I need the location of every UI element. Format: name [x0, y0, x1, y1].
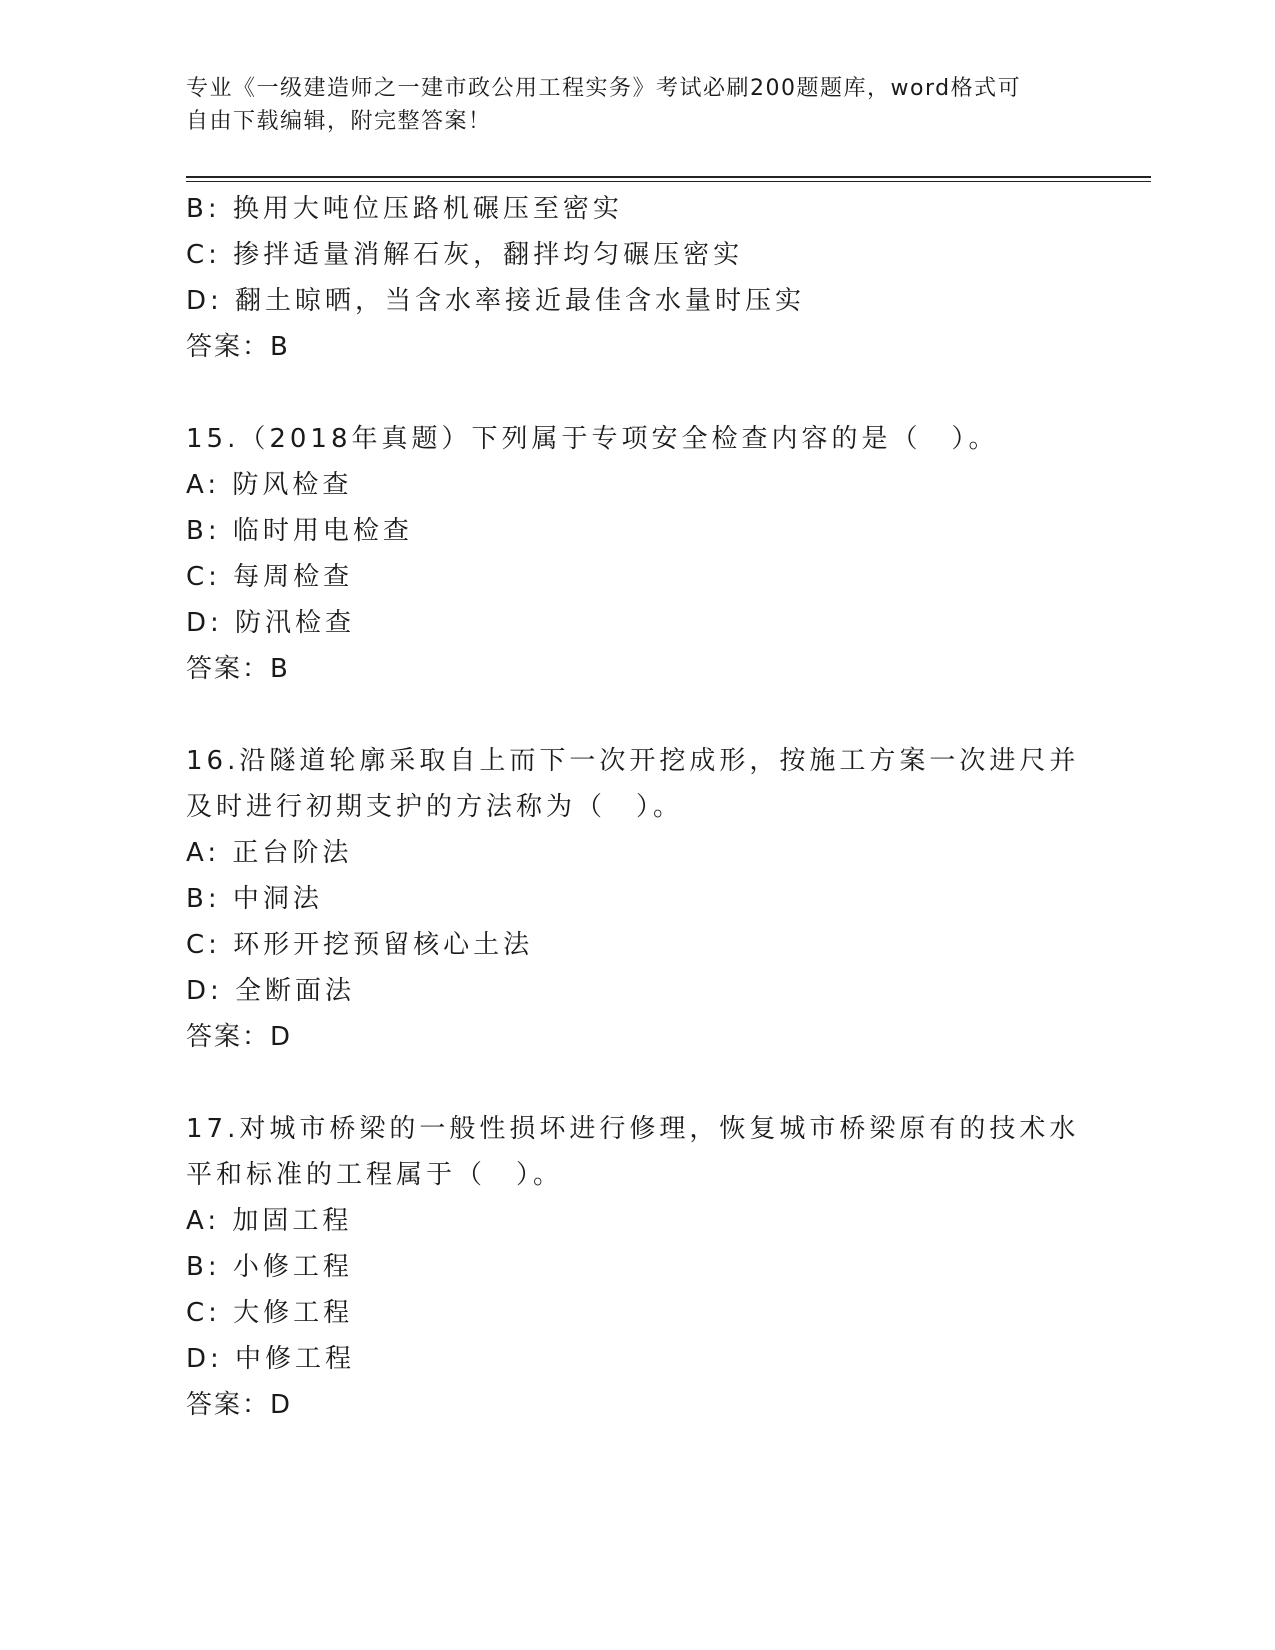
question-15 — [186, 416, 1086, 692]
option-c: C: 大修工程 — [186, 1298, 354, 1328]
option-d: D: 中修工程 — [186, 1344, 356, 1374]
answer: 答案：D — [186, 1390, 293, 1420]
option-d: D: 全断面法 — [186, 976, 356, 1006]
header-divider-thick — [186, 176, 1151, 178]
question-17 — [186, 1106, 1086, 1428]
header-line-1: 专业《一级建造师之一建市政公用工程实务》考试必刷200题题库，word格式可 — [186, 76, 1022, 101]
answer: 答案：B — [186, 654, 290, 684]
answer: 答案：B — [186, 332, 290, 362]
question-list — [186, 186, 1086, 1428]
option-b: B: 小修工程 — [186, 1252, 353, 1282]
spacer — [186, 1060, 1086, 1106]
option-c: C: 每周检查 — [186, 562, 354, 592]
header-divider-thin — [186, 181, 1151, 182]
option-b: B: 临时用电检查 — [186, 516, 413, 546]
document-header — [186, 72, 1066, 138]
option-b: B: 换用大吨位压路机碾压至密实 — [186, 194, 623, 224]
option-a: A: 加固工程 — [186, 1206, 353, 1236]
spacer — [186, 692, 1086, 738]
question-text: 17.对城市桥梁的一般性损坏进行修理，恢复城市桥梁原有的技术水平和标准的工程属于（ ）。 — [186, 1114, 1080, 1190]
header-line-2: 自由下载编辑，附完整答案！ — [186, 109, 492, 134]
answer: 答案：D — [186, 1022, 293, 1052]
option-d: D: 翻土晾晒，当含水率接近最佳含水量时压实 — [186, 286, 806, 316]
question-text: 16.沿隧道轮廓采取自上而下一次开挖成形，按施工方案一次进尺并及时进行初期支护的方法称为（ ）。 — [186, 746, 1080, 822]
option-a: A: 正台阶法 — [186, 838, 353, 868]
question-text: 15.（2018年真题）下列属于专项安全检查内容的是（ ）。 — [186, 424, 999, 454]
option-c: C: 环形开挖预留核心土法 — [186, 930, 534, 960]
option-a: A: 防风检查 — [186, 470, 353, 500]
spacer — [186, 370, 1086, 416]
option-b: B: 中洞法 — [186, 884, 323, 914]
question-carryover — [186, 186, 1086, 370]
option-d: D: 防汛检查 — [186, 608, 356, 638]
option-c: C: 掺拌适量消解石灰，翻拌均匀碾压密实 — [186, 240, 744, 270]
question-16 — [186, 738, 1086, 1060]
